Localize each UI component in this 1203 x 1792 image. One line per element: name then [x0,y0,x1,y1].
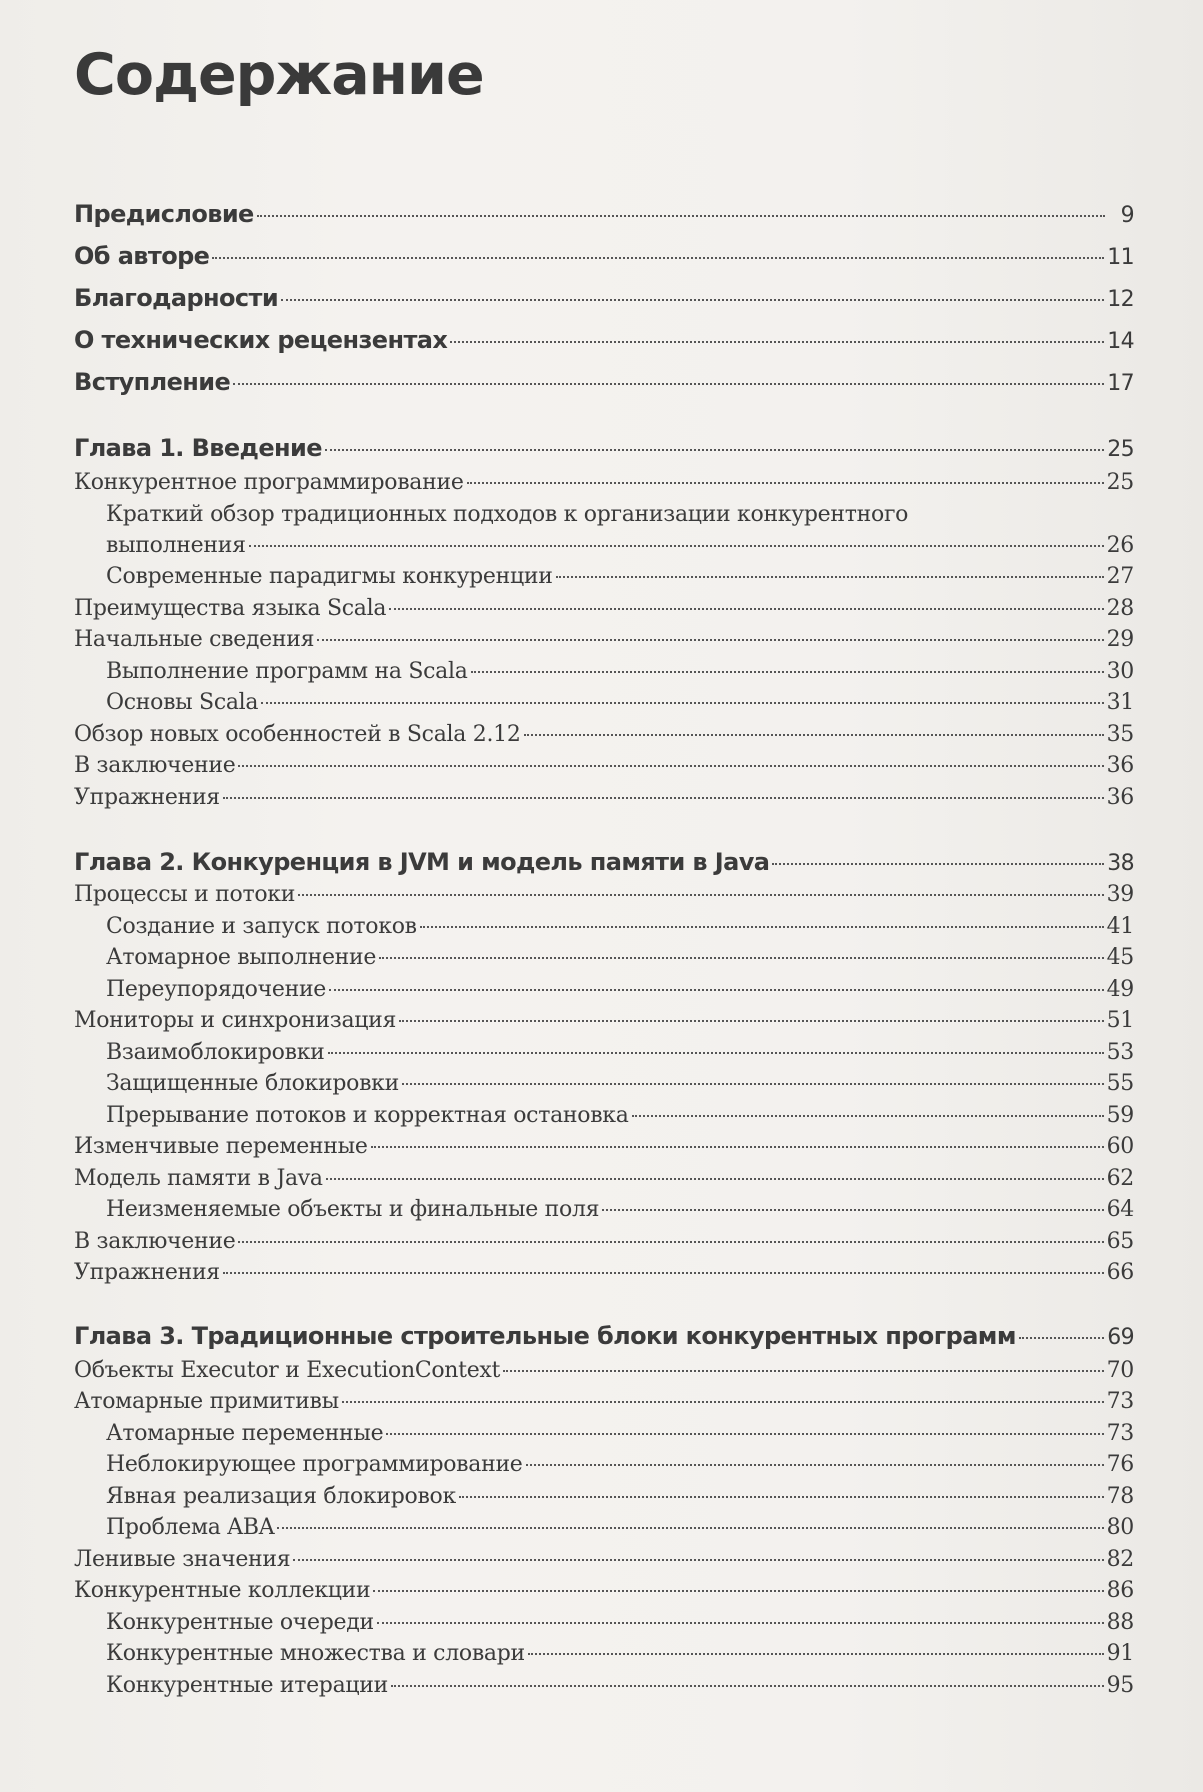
entry-page: 55 [1106,1071,1134,1096]
toc-section [74,1389,1134,1414]
toc-entry-acknowledgements [74,284,1134,312]
entry-label: Основы Scala [106,690,259,715]
entry-page: 73 [1106,1389,1134,1414]
dot-leader [298,894,1103,896]
dot-leader [261,702,1103,704]
toc-section [74,627,1134,652]
entry-page: 86 [1106,1578,1134,1603]
entry-page: 59 [1106,1103,1134,1128]
entry-page: 88 [1106,1610,1134,1635]
entry-page: 9 [1120,203,1134,228]
toc-section [74,1134,1134,1159]
toc-subsection [106,659,1134,684]
dot-leader [528,1653,1104,1655]
toc-subsection [106,1040,1134,1065]
dot-leader [420,926,1104,928]
entry-page: 53 [1106,1040,1134,1065]
entry-page: 62 [1106,1166,1134,1191]
entry-label: Переупорядочение [106,977,327,1002]
bleed-through-text [900,40,1150,52]
entry-label: Объекты Executor и ExecutionContext [74,1358,501,1383]
dot-leader [223,797,1104,799]
entry-label: выполнения [106,533,246,558]
entry-page: 27 [1106,564,1134,589]
entry-page: 12 [1107,287,1134,312]
entry-label: Мониторы и синхронизация [74,1008,397,1033]
entry-page: 60 [1106,1134,1134,1159]
toc-subsection [106,1452,1134,1477]
toc-subsection [106,1103,1134,1128]
entry-label: Глава 2. Конкуренция в JVM и модель памяти в Java [74,848,770,876]
dot-leader [602,1209,1103,1211]
toc-subsection [106,1515,1134,1540]
dot-leader [402,1083,1104,1085]
entry-page: 73 [1106,1421,1134,1446]
entry-label: Краткий обзор традиционных подходов к организации конкурентного [106,502,909,527]
entry-label: Конкурентные очереди [106,1610,374,1635]
entry-page: 39 [1106,882,1134,907]
entry-label: Современные парадигмы конкуренции [106,564,553,589]
entry-label: Упражнения [74,785,220,810]
toc-subsection [106,1484,1134,1509]
toc-section [74,1578,1134,1603]
entry-label: Конкурентные итерации [106,1673,388,1698]
toc-entry-about-author [74,242,1134,270]
page-title: Содержание [74,42,484,108]
entry-label: Атомарные примитивы [74,1389,339,1414]
entry-page: 49 [1106,977,1134,1002]
toc-subsection [106,1071,1134,1096]
toc-section [74,470,1134,495]
entry-label: Неизменяемые объекты и финальные поля [106,1197,600,1222]
dot-leader [317,639,1103,641]
entry-page: 35 [1106,722,1134,747]
dot-leader [223,1272,1104,1274]
entry-label: Конкурентные коллекции [74,1578,371,1603]
entry-label: Предисловие [74,200,254,228]
toc-section [74,785,1134,810]
entry-page: 41 [1106,914,1134,939]
entry-label: Изменчивые переменные [74,1134,368,1159]
entry-page: 65 [1106,1229,1134,1254]
dot-leader [249,545,1104,547]
entry-page: 28 [1106,596,1134,621]
dot-leader [342,1401,1104,1403]
toc-subsection [106,1421,1134,1446]
entry-page: 51 [1106,1008,1134,1033]
dot-leader [293,1559,1103,1561]
toc-section [74,1008,1134,1033]
entry-label: Об авторе [74,242,210,270]
dot-leader [772,863,1104,865]
entry-page: 25 [1107,437,1134,462]
entry-label: В заключение [74,753,236,778]
entry-page: 78 [1106,1484,1134,1509]
entry-label: Благодарности [74,284,279,312]
dot-leader [450,341,1104,343]
entry-page: 38 [1107,851,1134,876]
entry-label: Глава 3. Традиционные строительные блоки конкурентных программ [74,1322,1016,1350]
entry-label: Конкурентное программирование [74,470,464,495]
toc-subsection-line1 [106,502,1134,527]
dot-leader [377,1622,1104,1624]
dot-leader [524,734,1104,736]
dot-leader [526,1464,1104,1466]
dot-leader [277,1527,1103,1529]
entry-page: 76 [1106,1452,1134,1477]
dot-leader [503,1370,1104,1372]
entry-page: 36 [1106,785,1134,810]
toc-subsection [106,945,1134,970]
entry-label: Защищенные блокировки [106,1071,399,1096]
dot-leader [325,449,1104,451]
entry-page: 25 [1106,470,1134,495]
toc-entry-introduction [74,368,1134,396]
dot-leader [556,576,1104,578]
toc-subsection [106,1197,1134,1222]
dot-leader [371,1146,1104,1148]
entry-page: 70 [1106,1358,1134,1383]
entry-page: 45 [1106,945,1134,970]
entry-label: О технических рецензентах [74,326,448,354]
dot-leader [632,1115,1104,1117]
entry-page: 30 [1106,659,1134,684]
entry-page: 26 [1106,533,1134,558]
dot-leader [471,671,1104,673]
entry-page: 82 [1106,1547,1134,1572]
dot-leader [238,1241,1103,1243]
entry-page: 66 [1106,1260,1134,1285]
toc-section [74,1358,1134,1383]
entry-label: Атомарные переменные [106,1421,384,1446]
entry-label: Атомарное выполнение [106,945,377,970]
toc-section [74,1229,1134,1254]
entry-label: Проблема ABA [106,1515,275,1540]
dot-leader [467,482,1104,484]
toc-section [74,722,1134,747]
entry-label: Прерывание потоков и корректная остановка [106,1103,629,1128]
toc-subsection [106,977,1134,1002]
dot-leader [399,1020,1104,1022]
entry-page: 80 [1106,1515,1134,1540]
toc-chapter-3 [74,1322,1134,1350]
entry-label: Преимущества языка Scala [74,596,387,621]
toc-section [74,753,1134,778]
entry-page: 17 [1107,371,1134,396]
dot-leader [373,1590,1103,1592]
toc-section [74,1166,1134,1191]
toc-section [74,596,1134,621]
entry-page: 91 [1106,1641,1134,1666]
dot-leader [391,1685,1104,1687]
entry-page: 69 [1107,1325,1134,1350]
toc-subsection [106,1641,1134,1666]
entry-label: Глава 1. Введение [74,434,322,462]
entry-page: 29 [1106,627,1134,652]
toc-section [74,1260,1134,1285]
dot-leader [326,1178,1104,1180]
dot-leader [281,299,1104,301]
toc-subsection [106,1610,1134,1635]
dot-leader [389,608,1103,610]
entry-page: 14 [1107,329,1134,354]
entry-label: Конкурентные множества и словари [106,1641,525,1666]
toc-subsection [106,564,1134,589]
entry-label: Ленивые значения [74,1547,291,1572]
toc-section [74,1547,1134,1572]
dot-leader [386,1433,1103,1435]
entry-label: Начальные сведения [74,627,315,652]
entry-label: Вступление [74,368,231,396]
dot-leader [212,257,1104,259]
toc-entry-reviewers [74,326,1134,354]
dot-leader [329,989,1104,991]
entry-label: Обзор новых особенностей в Scala 2.12 [74,722,521,747]
entry-page: 31 [1106,690,1134,715]
entry-label: Создание и запуск потоков [106,914,417,939]
entry-label: Взаимоблокировки [106,1040,325,1065]
entry-page: 95 [1106,1673,1134,1698]
dot-leader [1019,1337,1104,1339]
dot-leader [233,383,1104,385]
toc-subsection [106,1673,1134,1698]
toc-chapter-2 [74,848,1134,876]
toc-chapter-1 [74,434,1134,462]
toc-entry-preface [74,200,1134,228]
dot-leader [328,1052,1104,1054]
entry-label: В заключение [74,1229,236,1254]
entry-page: 36 [1106,753,1134,778]
dot-leader [379,957,1103,959]
entry-label: Процессы и потоки [74,882,296,907]
dot-leader [459,1496,1104,1498]
toc-subsection [106,690,1134,715]
dot-leader [257,215,1105,217]
entry-page: 11 [1107,245,1134,270]
entry-label: Модель памяти в Java [74,1166,323,1191]
entry-label: Неблокирующее программирование [106,1452,523,1477]
entry-label: Выполнение программ на Scala [106,659,468,684]
entry-label: Явная реализация блокировок [106,1484,456,1509]
entry-label: Упражнения [74,1260,220,1285]
dot-leader [238,765,1103,767]
entry-page: 64 [1106,1197,1134,1222]
toc-section [74,882,1134,907]
toc-subsection [106,533,1134,558]
toc-subsection [106,914,1134,939]
